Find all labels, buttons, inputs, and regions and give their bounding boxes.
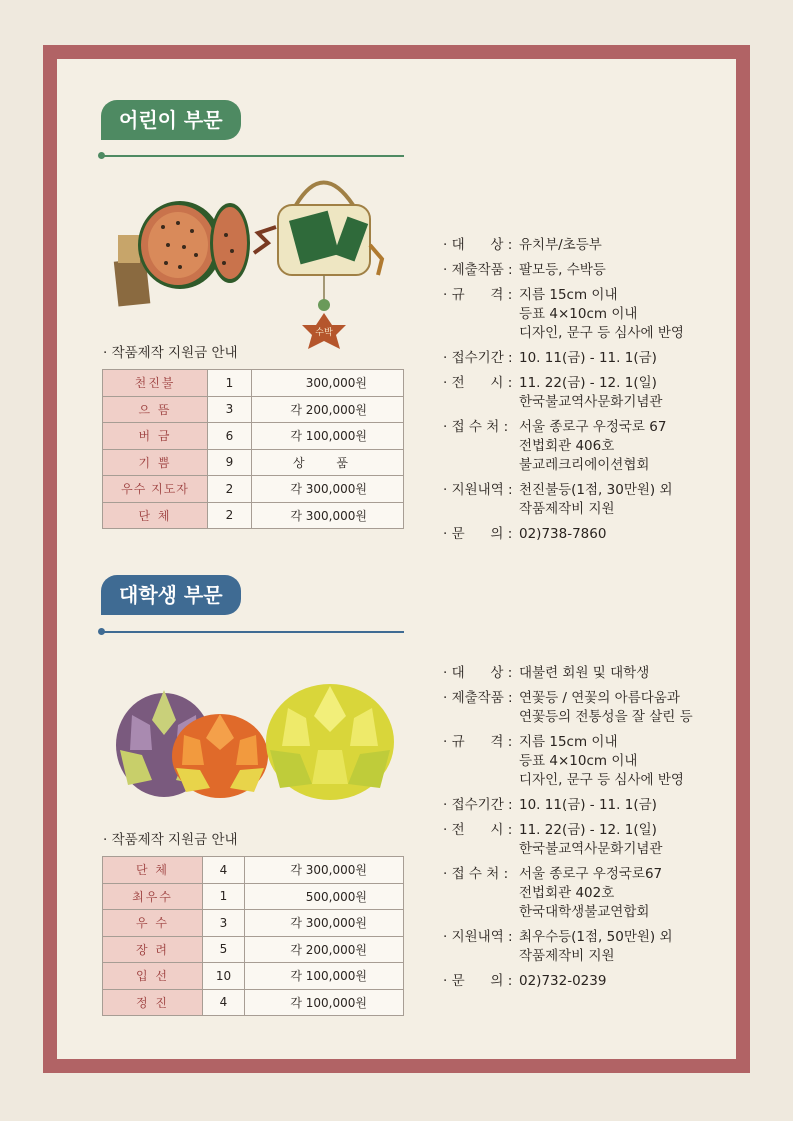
list-item [443,236,684,255]
info-value: 팔모등, 수박등 [519,262,606,278]
prize-name: 버 금 [103,423,208,450]
info-value: 10. 11(금) - 11. 1(금) [519,797,657,813]
prize-name: 단 체 [103,857,203,884]
info-label: · 접수기간 : [443,797,513,813]
prize-count: 1 [208,370,252,397]
prize-amount: 각 100,000원 [245,963,404,990]
table-row [103,423,404,450]
list-item [443,261,684,280]
prize-name: 입 선 [103,963,203,990]
prize-name: 장 려 [103,936,203,963]
prize-amount: 각 300,000원 [252,476,404,503]
info-value: 11. 22(금) - 12. 1(일) 한국불교역사문화기념관 [519,822,663,857]
info-label: · 대 상 : [443,237,513,253]
prize-count: 10 [203,963,245,990]
prize-count: 4 [203,857,245,884]
prize-amount: 각 200,000원 [252,396,404,423]
prize-count: 9 [208,449,252,476]
list-item [443,664,693,683]
university-section-title: 대학생 부문 [101,575,241,615]
table-row [103,963,404,990]
prize-name: 최우수 [103,883,203,910]
prize-amount: 상 품 [252,449,404,476]
prize-count: 6 [208,423,252,450]
list-item [443,349,684,368]
table-row [103,910,404,937]
info-label: · 지원내역 : [443,482,513,498]
university-lotus-lanterns-image [112,680,397,805]
university-prize-table [102,856,404,1016]
table-row [103,449,404,476]
prize-name: 우 수 [103,910,203,937]
info-value: 최우수등(1점, 50만원) 외 작품제작비 지원 [519,929,673,964]
prize-count: 3 [203,910,245,937]
prize-name: 으 뜸 [103,396,208,423]
info-value: 10. 11(금) - 11. 1(금) [519,350,657,366]
list-item [443,928,693,966]
prize-count: 5 [203,936,245,963]
children-prize-table [102,369,404,529]
list-item [443,733,693,790]
prize-name: 천진불 [103,370,208,397]
prize-amount: 각 300,000원 [252,502,404,529]
info-label: · 접 수 처 : [443,419,509,435]
info-label: · 대 상 : [443,665,513,681]
list-item [443,972,693,991]
info-label: · 전 시 : [443,375,513,391]
info-label: · 제출작품 : [443,262,513,278]
table-row [103,476,404,503]
info-label: · 접 수 처 : [443,866,509,882]
list-item [443,418,684,475]
list-item [443,865,693,922]
prize-amount: 300,000원 [252,370,404,397]
prize-amount: 각 200,000원 [245,936,404,963]
prize-count: 2 [208,502,252,529]
prize-count: 2 [208,476,252,503]
table-row [103,370,404,397]
prize-count: 1 [203,883,245,910]
prize-amount: 각 300,000원 [245,910,404,937]
table-row [103,883,404,910]
list-item [443,689,693,727]
info-label: · 접수기간 : [443,350,513,366]
info-label: · 문 의 : [443,973,513,989]
university-info-list [443,664,693,997]
list-item [443,374,684,412]
prize-amount: 각 300,000원 [245,857,404,884]
table-row [103,502,404,529]
table-row [103,989,404,1016]
info-label: · 지원내역 : [443,929,513,945]
children-title-underline [102,155,404,157]
table-row [103,396,404,423]
list-item [443,821,693,859]
university-title-underline [102,631,404,633]
table-row [103,936,404,963]
info-value: 천진불등(1점, 30만원) 외 작품제작비 지원 [519,482,673,517]
info-value: 02)738-7860 [519,526,607,542]
list-item [443,796,693,815]
info-value: 02)732-0239 [519,973,607,989]
children-section-title: 어린이 부문 [101,100,241,140]
list-item [443,525,684,544]
info-value: 유치부/초등부 [519,237,602,253]
info-value: 서울 종로구 우정국로 67 전법회관 406호 불교레크리에이션협회 [519,419,667,473]
prize-amount: 각 100,000원 [252,423,404,450]
prize-name: 기 쁨 [103,449,208,476]
children-info-list [443,236,684,550]
info-label: · 규 격 : [443,287,513,303]
info-label: · 규 격 : [443,734,513,750]
info-value: 지름 15cm 이내 등표 4×10cm 이내 디자인, 문구 등 심사에 반영 [519,287,684,341]
prize-count: 4 [203,989,245,1016]
list-item [443,481,684,519]
lantern-tag-text: 수박 [315,328,333,338]
info-value: 서울 종로구 우정국로67 전법회관 402호 한국대학생불교연합회 [519,866,663,920]
prize-count: 3 [208,396,252,423]
prize-amount: 각 100,000원 [245,989,404,1016]
info-value: 지름 15cm 이내 등표 4×10cm 이내 디자인, 문구 등 심사에 반영 [519,734,684,788]
prize-name: 우수 지도자 [103,476,208,503]
info-value: 연꽃등 / 연꽃의 아름다움과 연꽃등의 전통성을 잘 살린 등 [519,690,693,725]
children-lanterns-image [108,165,408,355]
children-support-heading: · 작품제작 지원금 안내 [103,345,238,361]
table-row [103,857,404,884]
info-value: 11. 22(금) - 12. 1(일) 한국불교역사문화기념관 [519,375,663,410]
list-item [443,286,684,343]
prize-amount: 500,000원 [245,883,404,910]
university-support-heading: · 작품제작 지원금 안내 [103,832,238,848]
info-label: · 제출작품 : [443,690,513,706]
prize-name: 단 체 [103,502,208,529]
prize-name: 정 진 [103,989,203,1016]
info-label: · 문 의 : [443,526,513,542]
info-value: 대불련 회원 및 대학생 [519,665,650,681]
info-label: · 전 시 : [443,822,513,838]
